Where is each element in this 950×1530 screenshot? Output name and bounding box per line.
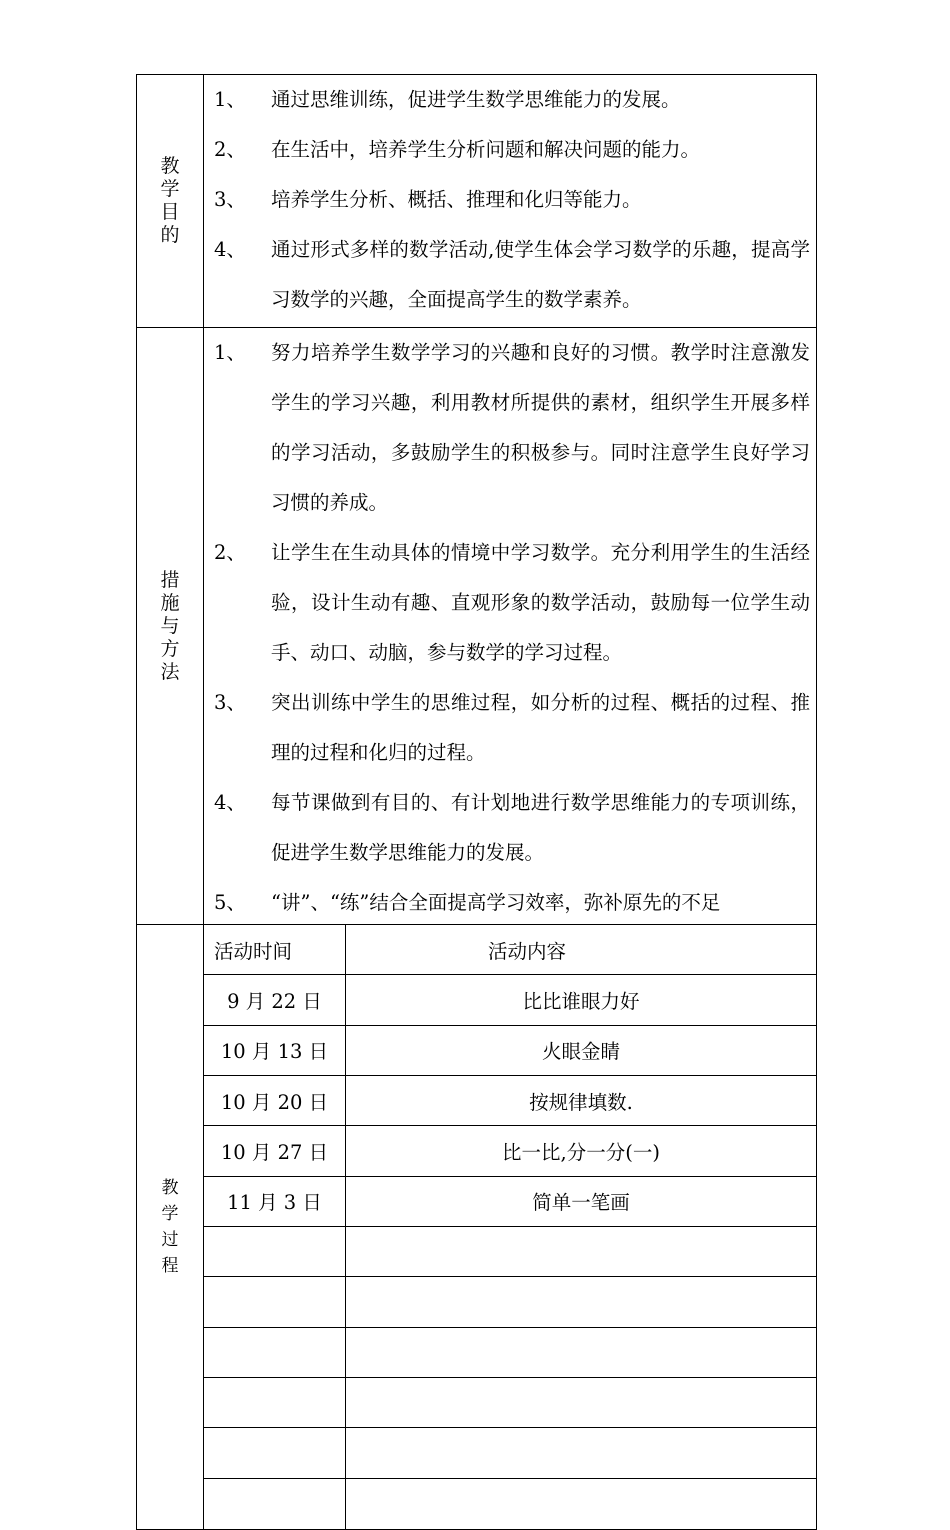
method-item [214, 778, 810, 878]
table-row [204, 1126, 816, 1176]
method-item [214, 878, 810, 928]
method-number: 2、 [214, 541, 246, 564]
schedule-header-time: 活动时间 [204, 925, 346, 974]
activity-date [204, 1227, 346, 1276]
activity-date [204, 1277, 346, 1326]
goals-row [137, 75, 816, 328]
goal-number: 4、 [214, 238, 246, 261]
methods-label-cell [137, 328, 204, 924]
method-text: 努力培养学生数学学习的兴趣和良好的习惯。教学时注意激发学生的学习兴趣，利用教材所提供的素材，组织学生开展多样的学习活动，多鼓励学生的积极参与。同时注意学生良好学习习惯的养成。 [271, 341, 810, 514]
activity-content [346, 1479, 816, 1529]
table-row [204, 1479, 816, 1529]
method-number: 5、 [214, 891, 246, 914]
schedule-header-content: 活动内容 [488, 939, 567, 963]
method-text: 让学生在生动具体的情境中学习数学。充分利用学生的生活经验，设计生动有趣、直观形象的数学活动，鼓励每一位学生动手、动口、动脑，参与数学的学习过程。 [271, 541, 810, 664]
activity-content: 火眼金睛 [541, 1040, 620, 1064]
table-row [204, 1428, 816, 1478]
process-row [137, 925, 816, 1529]
goal-number: 2、 [214, 138, 246, 161]
table-row [204, 975, 816, 1025]
activity-schedule [204, 925, 816, 1529]
activity-content [346, 1378, 816, 1427]
activity-content [346, 1277, 816, 1326]
table-row [204, 1076, 816, 1126]
method-number: 3、 [214, 691, 246, 714]
method-text: “讲”、“练”结合全面提高学习效率，弥补原先的不足 [271, 891, 721, 914]
goals-label: 教学目的 [160, 155, 180, 246]
table-row [204, 1277, 816, 1327]
activity-date: 11 月 3 日 [204, 1177, 346, 1226]
methods-label: 措施与方法 [160, 568, 180, 683]
activity-date: 10 月 27 日 [204, 1126, 346, 1175]
teaching-plan-table [136, 74, 817, 1530]
goal-text: 通过形式多样的数学活动,使学生体会学习数学的乐趣，提高学习数学的兴趣，全面提高学生的数学素养。 [271, 238, 810, 311]
goal-text: 在生活中，培养学生分析问题和解决问题的能力。 [271, 138, 701, 161]
schedule-header-row [204, 925, 816, 975]
activity-date [204, 1328, 346, 1377]
activity-date [204, 1378, 346, 1427]
goal-number: 3、 [214, 188, 246, 211]
goal-item [214, 125, 810, 175]
goal-text: 通过思维训练，促进学生数学思维能力的发展。 [271, 88, 681, 111]
goal-text: 培养学生分析、概括、推理和化归等能力。 [271, 188, 642, 211]
activity-content: 比一比,分一分(一) [502, 1140, 660, 1164]
method-item [214, 528, 810, 678]
activity-content [346, 1227, 816, 1276]
methods-row [137, 328, 816, 925]
goal-number: 1、 [214, 88, 246, 111]
method-text: 突出训练中学生的思维过程，如分析的过程、概括的过程、推理的过程和化归的过程。 [271, 691, 810, 764]
goal-item [214, 225, 810, 325]
process-label: 教学过程 [161, 1178, 179, 1276]
method-item [214, 678, 810, 778]
activity-date: 10 月 20 日 [204, 1076, 346, 1125]
activity-content: 比比谁眼力好 [522, 989, 640, 1013]
goal-item [214, 75, 810, 125]
table-row [204, 1328, 816, 1378]
table-row [204, 1177, 816, 1227]
activity-date [204, 1428, 346, 1477]
activity-date [204, 1479, 346, 1529]
method-number: 1、 [214, 341, 246, 364]
method-item [214, 328, 810, 528]
activity-date: 9 月 22 日 [204, 975, 346, 1024]
activity-content: 按规律填数. [529, 1090, 633, 1114]
activity-date: 10 月 13 日 [204, 1026, 346, 1075]
process-label-cell [137, 925, 204, 1529]
activity-content: 简单一笔画 [532, 1191, 630, 1215]
method-text: 每节课做到有目的、有计划地进行数学思维能力的专项训练，促进学生数学思维能力的发展。 [271, 791, 810, 864]
goals-content [204, 75, 816, 327]
activity-content [346, 1328, 816, 1377]
table-row [204, 1026, 816, 1076]
method-number: 4、 [214, 791, 246, 814]
table-row [204, 1227, 816, 1277]
table-row [204, 1378, 816, 1428]
activity-content [346, 1428, 816, 1477]
goals-label-cell [137, 75, 204, 327]
methods-content [204, 328, 816, 924]
goal-item [214, 175, 810, 225]
